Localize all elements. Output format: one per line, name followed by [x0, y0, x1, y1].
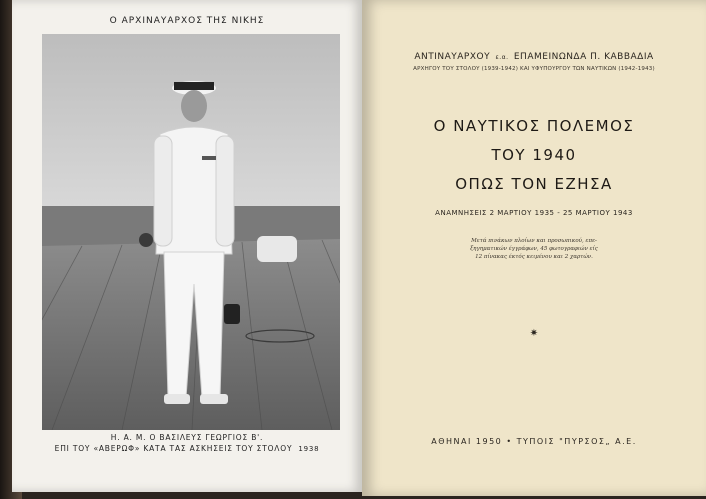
left-page: [12, 0, 362, 492]
photo-illustration: [42, 34, 340, 430]
contents-note-line1: Μετά πινάκων πλοίων και προσωπικού, επε-: [471, 238, 597, 244]
ornament-star-icon: ✷: [529, 328, 539, 339]
publisher-imprint: ΑΘΗΝΑΙ 1950 • ΤΥΠΟΙΣ "ΠΥΡΣΟΣ„ Α.Ε.: [431, 437, 637, 446]
plate-header: Ο ΑΡΧΙΝΑΥΑΡΧΟΣ ΤΗΣ ΝΙΚΗΣ: [109, 16, 265, 26]
caption-text: ΕΠΙ ΤΟΥ «ΑΒΕΡΩΦ» ΚΑΤΑ ΤΑΣ ΑΣΚΗΣΕΙΣ ΤΟΥ ΣΤΟΛΟΥ: [54, 444, 293, 453]
title-page: [362, 0, 706, 496]
author-abbr: ε.α.: [495, 54, 509, 61]
memoirs-subtitle: ΑΝΑΜΝΗΣΕΙΣ 2 ΜΑΡΤΙΟΥ 1935 - 25 ΜΑΡΤΙΟΥ 1943: [435, 209, 633, 217]
deck-wheel: [139, 233, 153, 247]
photo-caption-line2: [12, 444, 362, 453]
deck-fitting: [257, 236, 297, 262]
photo-caption-line1: Η. Α. Μ. Ο ΒΑΣΙΛΕΥΣ ΓΕΩΡΓΙΟΣ Β'.: [110, 433, 264, 442]
author-line: [362, 52, 706, 62]
author-subtitle: ΑΡΧΗΓΟΥ ΤΟΥ ΣΤΟΛΟΥ (1939-1942) ΚΑΙ ΥΦΥΠΟΥΡΓΟΥ ΤΩΝ ΝΑΥΤΙΚΩΝ (1942-1943): [413, 66, 655, 72]
book-title-line3: ΟΠΩΣ ΤΟΝ ΕΖΗΣΑ: [455, 175, 613, 193]
contents-note-line2: ξηγηματικών έγγράφων, 45 φωτογραφιών είς: [470, 246, 598, 252]
book-title-line1: Ο ΝΑΥΤΙΚΟΣ ΠΟΛΕΜΟΣ: [433, 117, 635, 135]
book-title-line2: ΤΟΥ 1940: [491, 146, 577, 164]
author-rank: ΑΝΤΙΝΑΥΑΡΧΟΥ: [414, 52, 491, 62]
frontispiece-photo: [42, 34, 340, 430]
author-name: ΕΠΑΜΕΙΝΩΝΔΑ Π. ΚΑΒΒΑΔΙΑ: [513, 52, 654, 62]
contents-note-line3: 12 πίνακας έκτός κειμένου και 2 χαρτών.: [475, 254, 593, 260]
caption-year: 1938: [298, 445, 320, 453]
